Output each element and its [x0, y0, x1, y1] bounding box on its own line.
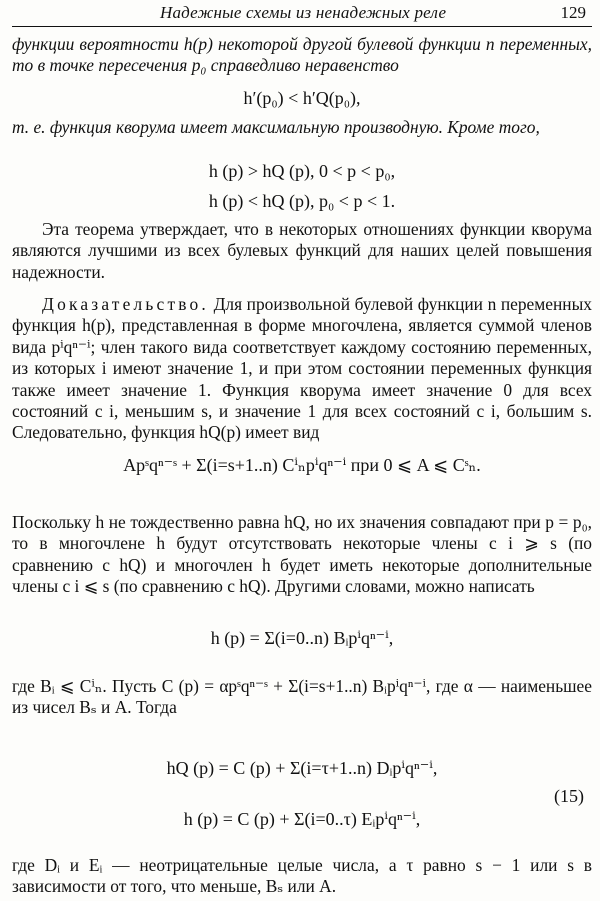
- paragraph-theorem-remark: Эта теорема утверждает, что в некоторых отношениях функции кворума являются лучшими из всех булевых функций для наших целей повышения надежности.: [12, 219, 592, 282]
- proof-text: Для произвольной булевой функции n переменных функция h(p), представленная в форме многочлена, является суммой членов вида pⁱqⁿ⁻ⁱ; член такого вида соответствует каждому состоянию переменных, из которых i имеют значение 1, и при этом состоянии переменных функция также имеет значение 1. Функция кворума имеет значение 0 для всех состояний с i, меньшим s, и значение 1 для всех состояний с i, большим s. Следовательно, функция hQ(p) имеет вид: [12, 294, 592, 443]
- paragraph-proof: [12, 294, 592, 444]
- paragraph-final: где Dᵢ и Eᵢ — неотрицательные целые числа, а τ равно s − 1 или s в зависимости от того, что меньше, Bₛ или A.: [12, 855, 592, 897]
- proof-heading: Доказательство.: [42, 294, 209, 314]
- equation-quorum-polynomial: Apˢqⁿ⁻ˢ + Σ(i=s+1..n) Cⁱₙpⁱqⁿ⁻ⁱ при 0 ⩽ A ⩽ Cˢₙ.: [123, 455, 481, 475]
- equation-h-decomposition: h (p) = C (p) + Σ(i=0..τ) Eᵢpⁱqⁿ⁻ⁱ,: [183, 809, 421, 829]
- equation-derivative-inequality: h′(p₀) < h′Q(p₀),: [243, 88, 361, 108]
- paragraph-definition-c: где Bᵢ ⩽ Cⁱₙ. Пусть C (p) = αpˢqⁿ⁻ˢ + Σ(i=s+1..n) Bᵢpⁱqⁿ⁻ⁱ, где α — наименьшее из чисел Bₛ и A. Тогда: [12, 676, 592, 718]
- running-head: Надежные схемы из ненадежных реле: [160, 3, 447, 22]
- equation-hq-decomposition: hQ (p) = C (p) + Σ(i=τ+1..n) Dᵢpⁱqⁿ⁻ⁱ,: [166, 758, 438, 778]
- theorem-continuation: функции вероятности h(p) некоторой другой булевой функции n переменных, то в точке пересечения p₀ справедливо неравенство: [12, 34, 592, 76]
- page-header: [12, 0, 592, 27]
- book-page: [12, 0, 592, 901]
- theorem-conclusion: т. е. функция кворума имеет максимальную производную. Кроме того,: [12, 117, 540, 137]
- page-number: 129: [560, 3, 586, 22]
- equation-inequality-high: h (p) < hQ (p), p₀ < p < 1.: [208, 191, 396, 211]
- paragraph-comparison: Поскольку h не тождественно равна hQ, но их значения совпадают при p = p₀, то в многочлене h будут отсутствовать некоторые члены с i ⩾ s (по сравнению с hQ) и многочлен h будет иметь некоторые дополнительные члены с i ⩽ s (по сравнению с hQ). Другими словами, можно написать: [12, 512, 592, 597]
- equation-inequality-low: h (p) > hQ (p), 0 < p < p₀,: [208, 161, 396, 181]
- equation-number: (15): [554, 786, 584, 806]
- equation-h-polynomial: h (p) = Σ(i=0..n) Bᵢpⁱqⁿ⁻ⁱ,: [210, 628, 394, 648]
